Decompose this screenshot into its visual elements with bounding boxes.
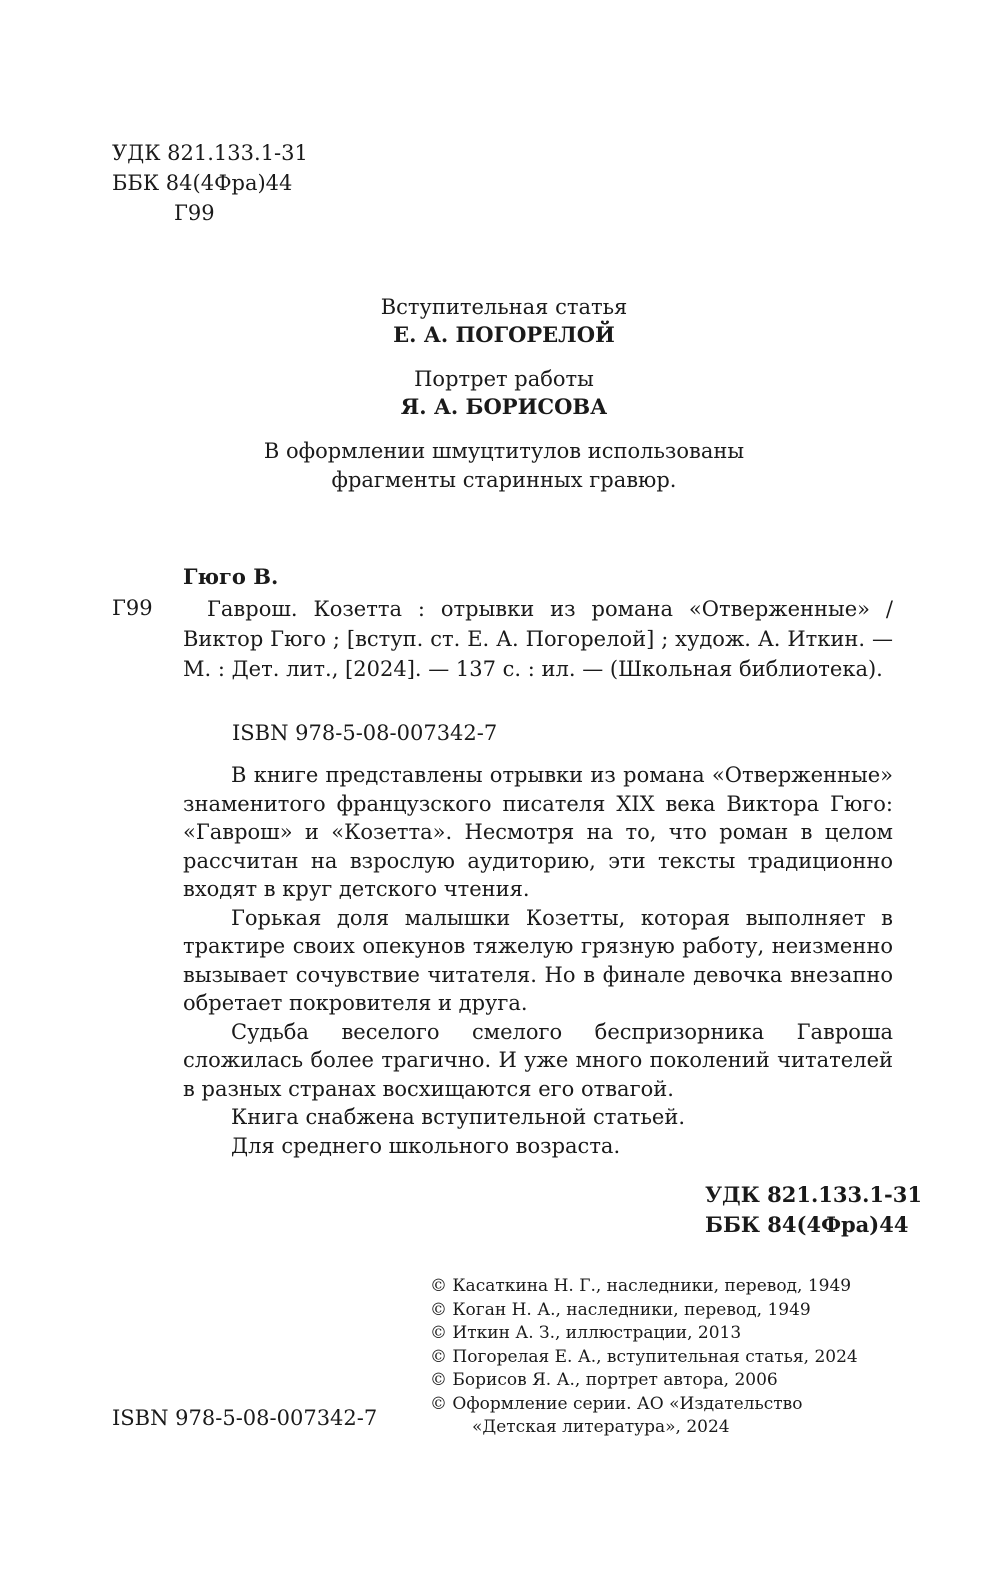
- copyright-line: © Касаткина Н. Г., наследники, перевод, 1949: [430, 1276, 852, 1296]
- intro-author: Е. А. ПОГОРЕЛОЙ: [393, 322, 615, 347]
- copyright-line: © Иткин А. З., иллюстрации, 2013: [430, 1323, 742, 1343]
- intro-label: Вступительная статья: [380, 295, 628, 319]
- bottom-isbn: ISBN 978-5-08-007342-7: [112, 1406, 378, 1430]
- bottom-bbk-code: ББК 84(4Фра)44: [705, 1212, 909, 1237]
- copyright-line: © Погорелая Е. А., вступительная статья, 2024: [430, 1346, 858, 1367]
- catalog-author-heading: Гюго В.: [183, 564, 279, 589]
- bottom-classification-codes: [705, 1180, 922, 1240]
- catalog-isbn: ISBN 978-5-08-007342-7: [232, 721, 498, 745]
- copyright-list: [430, 1275, 858, 1440]
- design-note-line-2: фрагменты старинных гравюр.: [331, 468, 677, 492]
- catalog-author-mark: Г99: [112, 596, 153, 620]
- annotation-paragraph: Книга снабжена вступительной статьей.: [231, 1105, 686, 1129]
- udk-code: УДК 821.133.1-31: [112, 141, 308, 165]
- portrait-author: Я. А. БОРИСОВА: [400, 394, 608, 419]
- annotation-paragraph: В книге представлены отрывки из романа «Отверженные» знаменитого французского писателя XIX века Виктора Гюго: «Гаврош» и «Козетта». Несмотря на то, что роман в целом рассчитан на взрослую аудиторию, эти тексты традиционно входят в круг детского чтения.: [183, 763, 893, 901]
- copyright-line: © Коган Н. А., наследники, перевод, 1949: [430, 1299, 811, 1320]
- annotation-paragraph: Для среднего школьного возраста.: [231, 1133, 621, 1158]
- bottom-udk-code: УДК 821.133.1-31: [705, 1182, 922, 1207]
- top-classification-codes: [112, 138, 308, 228]
- annotation: [183, 761, 893, 1160]
- copyright-line: © Борисов Я. А., портрет автора, 2006: [430, 1370, 778, 1390]
- copyright-line-continuation: «Детская литература», 2024: [472, 1417, 730, 1437]
- author-mark: Г99: [174, 201, 215, 225]
- bibliographic-record: [183, 594, 893, 684]
- annotation-paragraph: Горькая доля малышки Козетты, которая выполняет в трактире своих опекунов тяжелую грязную работу, неизменно вызывает сочувствие читателя. Но в финале девочка внезапно обретает покровителя и друга.: [183, 905, 893, 1015]
- design-note-line-1: В оформлении шмуцтитулов использованы: [263, 439, 745, 463]
- design-note: [0, 437, 1008, 495]
- intro-credit: [0, 294, 1008, 348]
- bbk-code: ББК 84(4Фра)44: [112, 171, 293, 195]
- copyright-line: © Оформление серии. АО «Издательство: [430, 1393, 803, 1414]
- annotation-paragraph: Судьба веселого смелого беспризорника Гавроша сложилась более трагично. И уже много поколений читателей в разных странах восхищаются его отвагой.: [183, 1019, 893, 1101]
- portrait-label: Портрет работы: [414, 367, 594, 391]
- bibliographic-record-text: Гаврош. Козетта : отрывки из романа «Отверженные» / Виктор Гюго ; [вступ. ст. Е. А. Погорелой] ; худож. А. Иткин. — М. : Дет. лит., [2024]. — 137 с. : ил. — (Школьная библиотека).: [183, 597, 893, 681]
- portrait-credit: [0, 366, 1008, 420]
